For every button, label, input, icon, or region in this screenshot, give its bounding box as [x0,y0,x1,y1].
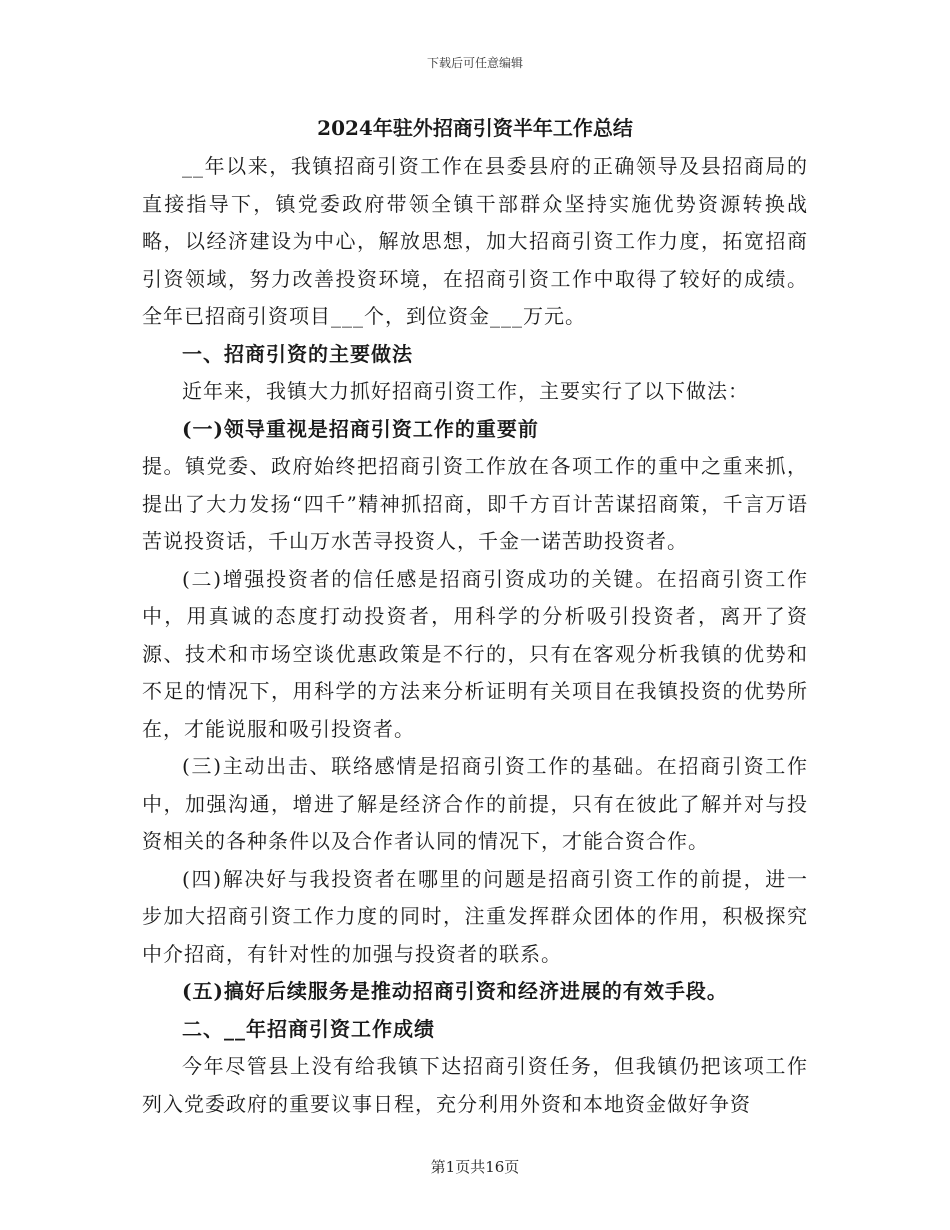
paragraph-1-2: (二)增强投资者的信任感是招商引资成功的关键。在招商引资工作中，用真诚的态度打动投资者，用科学的分析吸引投资者，离开了资源、技术和市场空谈优惠政策是不行的，只有在客观分析我镇的优势和不足的情况下，用科学的方法来分析证明有关项目在我镇投资的优势所在，才能说服和吸引投资者。 [142,566,808,741]
document-body [142,108,808,1123]
paragraph-1-4: (四)解决好与我投资者在哪里的问题是招商引资工作的前提，进一步加大招商引资工作力度的同时，注重发挥群众团体的作用，积极探究中介招商，有针对性的加强与投资者的联系。 [142,866,808,966]
page-header-note: 下载后可任意编辑 [426,56,523,70]
paragraph-1-intro: 近年来，我镇大力抓好招商引资工作，主要实行了以下做法： [182,379,749,403]
page-footer: 第1页共16页 [430,1158,520,1176]
document-title: 2024年驻外招商引资半年工作总结 [317,116,633,140]
section-heading-1: 一、招商引资的主要做法 [182,341,413,366]
section-heading-2: 二、__年招商引资工作成绩 [182,1016,435,1041]
paragraph-intro: __年以来，我镇招商引资工作在县委县府的正确领导及县招商局的直接指导下，镇党委政府带领全镇干部群众坚持实施优势资源转换战略，以经济建设为中心，解放思想，加大招商引资工作力度，拓宽招商引资领域，努力改善投资环境，在招商引资工作中取得了较好的成绩。全年已招商引资项目___个，到位资金___万元。 [142,154,808,328]
paragraph-1-1: 提。镇党委、政府始终把招商引资工作放在各项工作的重中之重来抓，提出了大力发扬“四千”精神抓招商，即千方百计苦谋招商策，千言万语苦说投资话，千山万水苦寻投资人，千金一诺苦助投资者。 [142,454,808,553]
paragraph-1-3: (三)主动出击、联络感情是招商引资工作的基础。在招商引资工作中，加强沟通，增进了解是经济合作的前提，只有在彼此了解并对与投资相关的各种条件以及合作者认同的情况下，才能合资合作。 [142,754,808,853]
subheading-1-5: (五)搞好后续服务是推动招商引资和经济进展的有效手段。 [182,979,728,1003]
subheading-1-1: (一)领导重视是招商引资工作的重要前 [182,416,539,441]
paragraph-2-1: 今年尽管县上没有给我镇下达招商引资任务，但我镇仍把该项工作列入党委政府的重要议事日程，充分利用外资和本地资金做好争资 [142,1054,808,1116]
